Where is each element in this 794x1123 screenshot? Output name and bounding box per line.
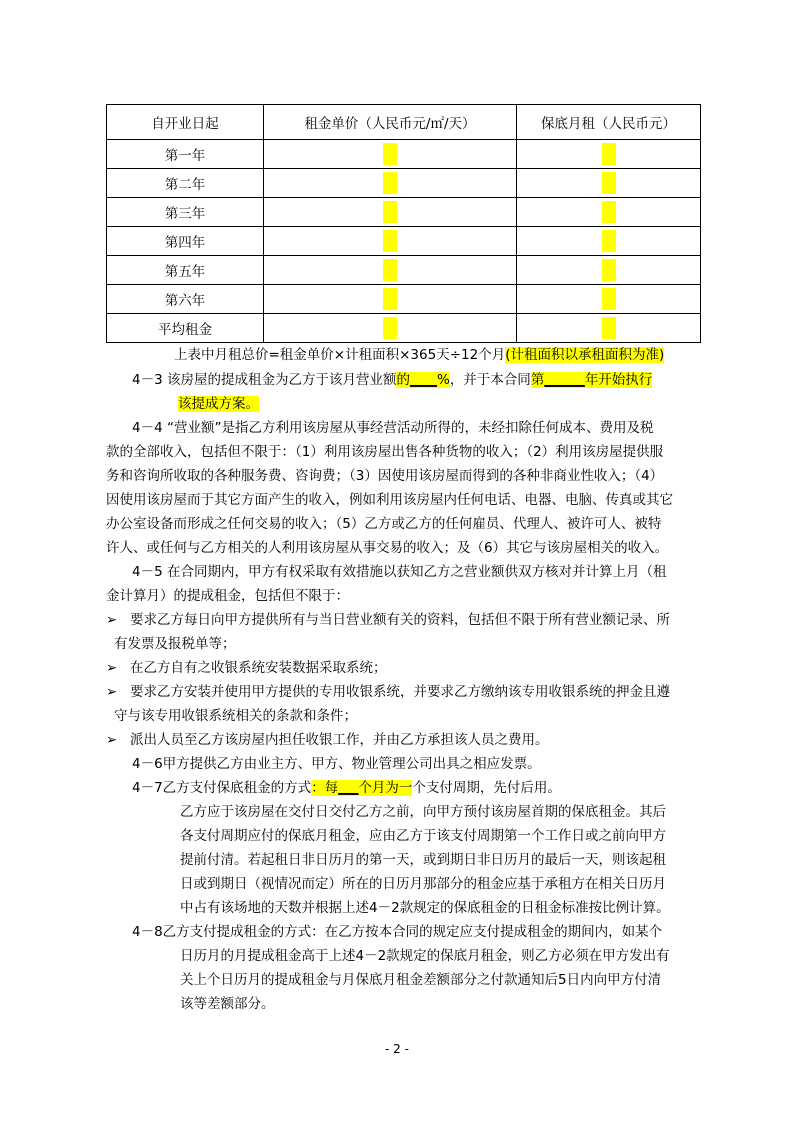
- text-line: 各支付周期应付的保底月租金，应由乙方于该支付周期第一个工作日或之前向甲方: [180, 828, 666, 844]
- header-cell: 保底月租（人民币元）: [517, 105, 701, 140]
- text-line: 款的全部收入，包括但不限于：（1）利用该房屋出售各种货物的收入；（2）利用该房屋提供服: [106, 444, 664, 460]
- clause-4-3: [132, 370, 652, 390]
- rent-price-cell[interactable]: [264, 140, 517, 169]
- min-rent-cell[interactable]: [517, 285, 701, 314]
- table-row: [107, 227, 701, 256]
- min-rent-cell[interactable]: [517, 314, 701, 343]
- highlight-span: [531, 372, 653, 388]
- min-rent-cell[interactable]: [517, 198, 701, 227]
- highlight-span: (计租面积以承租面积为准): [505, 347, 665, 363]
- row-label: 第二年: [107, 169, 264, 198]
- rent-price-cell[interactable]: [264, 169, 517, 198]
- table-row: [107, 198, 701, 227]
- text-span: ：每: [311, 780, 339, 796]
- min-rent-cell[interactable]: [517, 256, 701, 285]
- highlight-span: 该提成方案。: [178, 396, 259, 412]
- bullet-item: [106, 658, 387, 678]
- text-line: 提前付清。若起租日非日历月的第一天，或到期日非日历月的最后一天，则该起租: [180, 852, 666, 868]
- text-span: 个支付周期，先付后用。: [412, 780, 561, 796]
- clause-4-7: [132, 778, 561, 798]
- row-label: 平均租金: [107, 314, 264, 343]
- text-line: 有发票及报税单等；: [114, 636, 236, 652]
- months-blank[interactable]: ___: [338, 780, 359, 796]
- rent-price-cell[interactable]: [264, 198, 517, 227]
- text-line: 中占有该场地的天数并根据上述4－2款规定的保底租金的日租金标准按比例计算。: [180, 900, 670, 916]
- rent-table: [106, 104, 701, 343]
- text-span: 派出人员至乙方该房屋内担任收银工作，并由乙方承担该人员之费用。: [130, 732, 549, 748]
- text-span: %: [436, 372, 450, 388]
- text-span: 4－3 该房屋的提成租金为乙方于该月营业额: [132, 372, 397, 388]
- year-blank[interactable]: ______: [544, 372, 585, 388]
- text-line: 许人、或任何与乙方相关的人利用该房屋从事交易的收入；及（6）其它与该房屋相关的收入。: [106, 540, 669, 556]
- text-line: 关上个日历月的提成租金与月保底月租金差额部分之付款通知后5日内向甲方付清: [180, 972, 662, 988]
- highlight-span: [311, 780, 412, 796]
- bullet-item: [106, 682, 670, 702]
- row-label: 第一年: [107, 140, 264, 169]
- text-line: 乙方应于该房屋在交付日交付乙方之前，向甲方预付该房屋首期的保底租金。其后: [180, 804, 666, 820]
- table-row: [107, 285, 701, 314]
- min-rent-cell[interactable]: [517, 227, 701, 256]
- table-row: [107, 256, 701, 285]
- page-number: - 2 -: [385, 1042, 409, 1056]
- bullet-item: [106, 730, 549, 750]
- text-line: 日或到期日（视情况而定）所在的日历月那部分的租金应基于承租方在相关日历月: [180, 876, 666, 892]
- table-row: [107, 314, 701, 343]
- min-rent-cell[interactable]: [517, 140, 701, 169]
- rent-price-cell[interactable]: [264, 285, 517, 314]
- highlight-span: [396, 372, 449, 388]
- text-line: 因使用该房屋而于其它方面产生的收入，例如利用该房屋内任何电话、电器、电脑、传真或其它: [106, 492, 673, 508]
- text-line: 金计算月）的提成租金，包括但不限于：: [106, 588, 349, 604]
- text-span: 年开始执行: [584, 372, 653, 388]
- text-line: [174, 345, 664, 365]
- text-span: 上表中月租总价=租金单价×计租面积×365天÷12个月: [174, 347, 506, 363]
- text-line: 日历月的月提成租金高于上述4－2款规定的保底月租金，则乙方必须在甲方发出有: [180, 948, 670, 964]
- text-span: ，并于本合同: [449, 372, 531, 388]
- min-rent-cell[interactable]: [517, 169, 701, 198]
- text-line: 务和咨询所收取的各种服务费、咨询费；（3）因使用该房屋而得到的各种非商业性收入；（4）: [106, 468, 664, 484]
- row-label: 第四年: [107, 227, 264, 256]
- bullet-arrow-icon: ➢: [106, 612, 118, 628]
- header-cell: 租金单价（人民币元/㎡/天）: [264, 105, 517, 140]
- bullet-arrow-icon: ➢: [106, 684, 118, 700]
- clause-4-4: 4－4 “营业额”是指乙方利用该房屋从事经营活动所得的，未经扣除任何成本、费用及税: [132, 420, 654, 436]
- table-header-row: [107, 105, 701, 140]
- rent-price-cell[interactable]: [264, 227, 517, 256]
- text-span: 4－7乙方支付保底租金的方式: [132, 780, 312, 796]
- table-row: [107, 140, 701, 169]
- row-label: 第三年: [107, 198, 264, 227]
- text-span: 第: [530, 372, 545, 388]
- clause-4-8: 4－8乙方支付提成租金的方式：在乙方按本合同的规定应支付提成租金的期间内，如某个: [132, 924, 663, 940]
- header-cell: 自开业日起: [107, 105, 264, 140]
- clause-4-6: 4－6甲方提供乙方由业主方、甲方、物业管理公司出具之相应发票。: [132, 756, 541, 772]
- clause-4-5: 4－5 在合同期内，甲方有权采取有效措施以获知乙方之营业额供双方核对并计算上月（租: [132, 564, 667, 580]
- text-span: 要求乙方安装并使用甲方提供的专用收银系统，并要求乙方缴纳该专用收银系统的押金且遵: [130, 684, 670, 700]
- text-line: 办公室设备而形成之任何交易的收入；（5）乙方或乙方的任何雇员、代理人、被许可人、被特: [106, 516, 662, 532]
- bullet-arrow-icon: ➢: [106, 660, 118, 676]
- percent-blank[interactable]: ____: [409, 372, 437, 388]
- text-span: 个月为一: [358, 780, 413, 796]
- text-line: 该等差额部分。: [180, 996, 275, 1012]
- text-line: [178, 394, 259, 414]
- rent-price-cell[interactable]: [264, 314, 517, 343]
- text-span: 的: [396, 372, 410, 388]
- bullet-item: [106, 610, 670, 630]
- rent-price-cell[interactable]: [264, 256, 517, 285]
- bullet-arrow-icon: ➢: [106, 732, 118, 748]
- text-span: 要求乙方每日向甲方提供所有与当日营业额有关的资料，包括但不限于所有营业额记录、所: [130, 612, 670, 628]
- table-row: [107, 169, 701, 198]
- text-line: 守与该专用收银系统相关的条款和条件；: [114, 708, 357, 724]
- text-span: 在乙方自有之收银系统安装数据采取系统；: [130, 660, 387, 676]
- row-label: 第五年: [107, 256, 264, 285]
- row-label: 第六年: [107, 285, 264, 314]
